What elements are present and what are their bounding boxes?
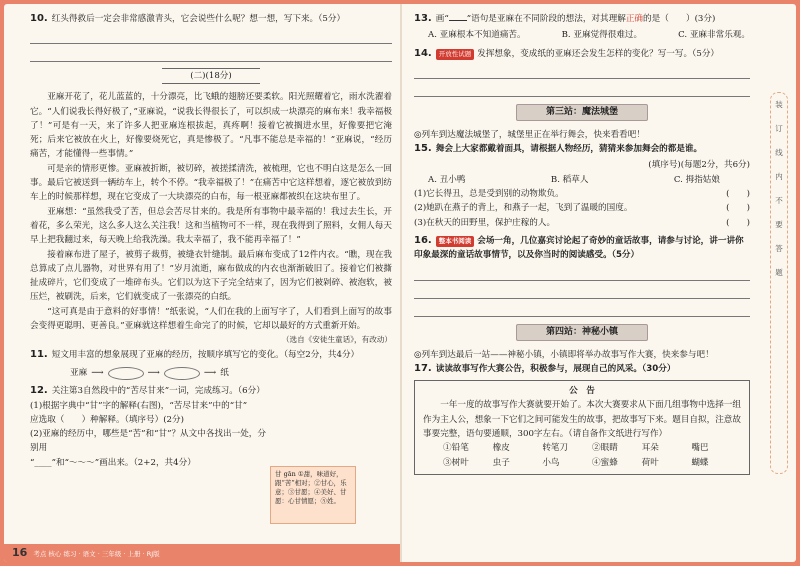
option-a[interactable]: A. 亚麻根本不知道痛苦。: [428, 30, 526, 41]
subquestion-2: (2)亚麻的经历中，哪些是“苦”和“甘”？从文中各找出一处，分别用: [30, 429, 266, 454]
question-text: 会场一角，几位嘉宾讨论起了奇妙的童话故事，请参与讨论，讲一讲你印象最深的童话故事情节，以及你当时的阅读感受。（5分）: [414, 235, 744, 261]
word-item: 橡皮: [492, 443, 510, 454]
notice-body: 一年一度的故事写作大赛就要开始了。本次大赛要求从下面几组事物中选择一组作为主人公，想象一下它们之间可能发生的故事，把故事写下来。题目自拟，注意故事要完整，语句要通顺，300字左右。（请自备作文纸进行写作）: [423, 400, 741, 440]
passage-paragraph: 接着麻布进了屋子，被剪子裁剪，被缝衣针缝制。最后麻布变成了12件内衣。“瞧，现在我总算成了点儿器物，对世界有用了！”岁月流逝，麻布做成的内衣也渐渐破旧了。接着它们被撕扯成碎片，它们变成了一堆碎布头。它们以为这下子完全结束了，因为它们被剁碎、被泡软，被压烂，被刷洗，后来，它们就变成了一张漂亮的白纸。: [30, 249, 392, 303]
answer-line[interactable]: [414, 285, 750, 299]
question-14: [414, 47, 750, 61]
question-13: 13. 画“ ”语句是亚麻在不同阶段的想法，对其理解正确的是（ ）(3分): [414, 13, 716, 24]
match-item: (2)她趴在燕子的背上，和燕子一起，飞到了温暖的国度。 ( ): [414, 201, 750, 215]
word-item: 小鸟: [542, 457, 560, 468]
arrow-icon: ⟶: [147, 367, 160, 378]
page-spine: [400, 4, 402, 562]
question-text: 红头得救后一定会非常感激青头，它会说些什么呢？想一想，写下来。（5分）: [51, 14, 346, 24]
section-title: (二)(18分): [30, 68, 392, 84]
choice-options: [414, 28, 750, 42]
subquestion-1: (1)根据字典中“甘”字的解释(右图)，“苦尽甘来”中的“甘”: [30, 400, 248, 411]
question-16: [414, 234, 750, 263]
chain-end: 纸: [220, 367, 229, 378]
question-number: 12.: [30, 385, 48, 397]
answer-line[interactable]: [414, 303, 750, 317]
question-text: 短文用丰富的想象展现了亚麻的经历，按顺序填写它的变化。（每空2分，共4分）: [51, 349, 360, 360]
word-item: 嘴巴: [691, 443, 709, 454]
station-intro: ◎列车到达魔法城堡了，城堡里正在举行舞会，快来看看吧！: [414, 129, 645, 140]
word-item: 蝴蝶: [691, 457, 709, 468]
option-c: C. 拇指姑娘: [673, 174, 720, 185]
answer-slot[interactable]: ( ): [726, 189, 750, 200]
answer-line[interactable]: [414, 65, 750, 79]
subquestion-2-cont: “____”和“～～～”画出来。（2+2，共4分）: [30, 457, 196, 468]
worksheet-page: [4, 4, 796, 562]
passage-source: （选自《安徒生童话》，有改动）: [281, 335, 392, 345]
word-item: 荷叶: [641, 457, 659, 468]
arrow-icon: ⟶: [91, 367, 104, 378]
passage-paragraph: 可是亲的情形更惨。亚麻被折断，被切碎，被搓揉清洗，被梳理，它也不明白这是怎么一回事。最后它被送到一辆纺车上，转个不停。“我幸福极了！”在痛苦中它这样想着，逐它被放到纺车上的时候那样想，现在它变成了一大块漂亮的白布，每一根亚麻都被织在这块布里了。: [30, 163, 392, 203]
tag-badge: 开放性试题: [436, 49, 475, 60]
choice-options: [414, 173, 750, 187]
question-15: [414, 142, 750, 156]
station-3-banner: 第三站：魔法城堡: [516, 104, 648, 121]
answer-line[interactable]: [414, 267, 750, 281]
question-number: 13.: [414, 13, 432, 24]
word-item: 耳朵: [641, 443, 659, 454]
option-a: A. 丑小鸭: [428, 174, 466, 185]
word-item: ③树叶: [443, 457, 469, 468]
word-item: ②眼睛: [592, 443, 618, 454]
chain-start: 亚麻: [70, 367, 88, 378]
question-number: 14.: [414, 47, 432, 59]
question-number: 17.: [414, 362, 432, 374]
page-number: 16: [12, 546, 28, 559]
option-c[interactable]: C. 亚麻非常乐观。: [678, 30, 750, 41]
question-text: 关注第3自然段中的“苦尽甘来”一词，完成练习。（6分）: [51, 386, 265, 397]
word-groups: [423, 441, 741, 470]
right-column: [414, 12, 750, 475]
question-number: 16.: [414, 234, 432, 246]
footer-text: 考点 核心 练习 · 语文 · 三年级 · 上册 · RJ版: [33, 550, 160, 558]
left-column: [30, 12, 392, 472]
emphasis-text: 正确: [625, 14, 644, 24]
question-number: 10.: [30, 13, 48, 24]
question-text: 发挥想象，变成纸的亚麻还会发生怎样的变化？写一写。（5分）: [477, 48, 720, 59]
answer-line[interactable]: [414, 83, 750, 97]
page-footer: [4, 544, 400, 562]
answer-line[interactable]: [30, 30, 392, 44]
passage-paragraph: 亚麻开花了，花儿蓝蓝的，十分漂亮，比飞蛾的翅膀还要柔软。阳光照耀着它，雨水洗濯着它。“人们说我长得好极了，”亚麻说，“说我长得很长了，可以织成一块漂亮的麻布来！我幸福极了！”可是有一天，来了许多人把亚麻连根拔起，真疼啊！接着它被搁进水里，好像要把它淹死；后来它被放在火上，好像要烧死它，真是惨极了。“凡事不能总是幸福的！”亚麻说，“经历痛苦，才能懂得一些事情。”: [30, 92, 392, 160]
station-4-banner: 第四站：神秘小镇: [516, 324, 648, 341]
arrow-icon: ⟶: [203, 367, 217, 378]
answer-slot[interactable]: ( ): [726, 217, 750, 228]
answer-line[interactable]: [30, 48, 392, 62]
word-item: ①铅笔: [443, 443, 469, 454]
match-item: (3)在秋天的田野里，保护庄稼的人。 ( ): [414, 216, 750, 230]
question-11: [30, 348, 392, 362]
option-b[interactable]: B. 亚麻觉得很难过。: [561, 30, 643, 41]
binding-line-tab: 装 订 线 内 不 要 答 题: [770, 92, 788, 474]
question-text: 读读故事写作大赛公告，积极参与，展现自己的风采。（30分）: [435, 363, 676, 374]
answer-slot[interactable]: ( ): [726, 203, 750, 214]
station-intro: ◎列车到达最后一站——神秘小镇，小镇即将举办故事写作大赛，快来参与吧！: [414, 349, 714, 360]
match-item: (1)它长得丑，总是受到别的动物欺负。 ( ): [414, 187, 750, 201]
question-text: 舞会上大家都戴着面具，请根据人物经历，猜猜来参加舞会的都是谁。: [435, 144, 703, 155]
reading-passage: [30, 90, 392, 347]
word-item: 转笔刀: [542, 443, 569, 454]
subquestion-1-cont: 应选取（ ）种解释。（填序号）(2分): [30, 414, 184, 425]
word-item: ④蜜蜂: [592, 457, 618, 468]
question-12: [30, 384, 266, 470]
blank-oval[interactable]: [108, 367, 144, 380]
passage-paragraph: “这可真是由于意料的好事情！”纸张说，“人们在我的上面写字了，人们看到上面写的故事会变得更聪明、更善良。”亚麻就这样想着生命完了的时候，它却以最好的方式重新开始。: [30, 306, 392, 332]
tag-badge: 整本书阅读: [436, 236, 475, 247]
blank-oval[interactable]: [164, 367, 200, 380]
word-item: 虫子: [492, 457, 510, 468]
notice-title: 公 告: [569, 386, 595, 397]
question-number: 11.: [30, 348, 48, 360]
question-number: 15.: [414, 143, 432, 155]
question-17: [414, 362, 750, 376]
passage-paragraph: 亚麻想：“虽然我受了苦，但总会苦尽甘来的。我是所有事物中最幸福的！我过去生长，开着花，多么荣光，这么多人这么关注我！这和当植物可不一样，现在我得到了照料，女佣人每天早上把我翻过来，每天晚上给我洗澡。我太幸福了，我不能再幸福了！”: [30, 206, 392, 246]
dictionary-note: 甘 gān ①甜，味道好，跟“苦”相对；②甘心，乐意；③甘愿；④美好、甘愿：心甘情愿；⑤姓。: [270, 466, 356, 524]
contest-notice: [414, 380, 750, 475]
question-hint: (填序号)(每题2分，共6分): [648, 160, 750, 171]
sequence-chain: [70, 366, 392, 380]
option-b: B. 稻草人: [550, 174, 589, 185]
question-10: [30, 12, 392, 26]
